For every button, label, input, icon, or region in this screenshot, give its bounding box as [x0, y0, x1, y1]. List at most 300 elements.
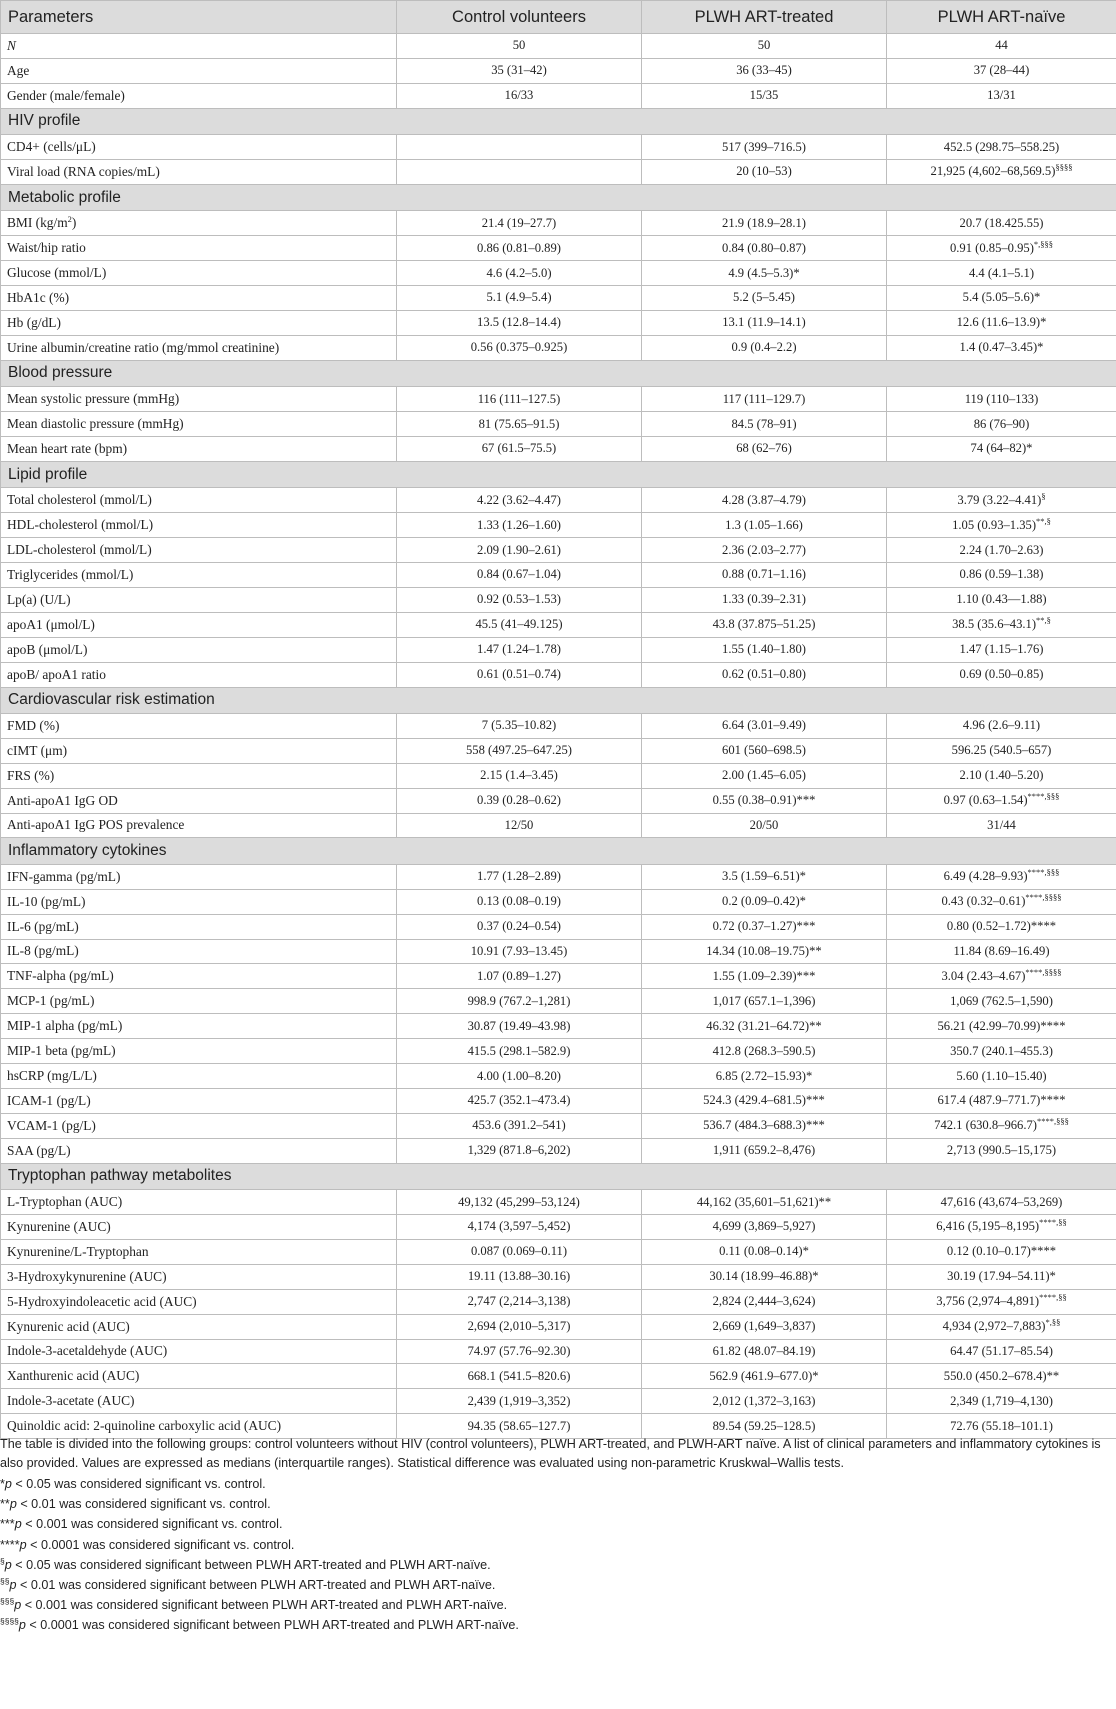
table-row [1, 964, 1116, 989]
footnote-mark: **** [0, 1537, 20, 1552]
table-row [1, 412, 1116, 437]
value-cell [887, 889, 1116, 914]
cell-value: 94.35 (58.65–127.7) [467, 1418, 571, 1433]
section-header-row [1, 838, 1116, 864]
row-label-text: LDL-cholesterol (mmol/L) [7, 542, 152, 558]
cell-value: 56.21 (42.99–70.99)**** [937, 1018, 1066, 1033]
footnote-item [0, 1575, 1110, 1595]
value-cell [642, 738, 887, 763]
value-cell [642, 788, 887, 813]
table-row [1, 1289, 1116, 1314]
cell-value: 44 [995, 38, 1008, 53]
cell-value: 562.9 (461.9–677.0)* [709, 1368, 819, 1383]
cell-value: 3.79 (3.22–4.41) [957, 492, 1042, 507]
table-row [1, 160, 1116, 185]
cell-value: 3.5 (1.59–6.51)* [722, 869, 806, 884]
cell-value: 67 (61.5–75.5) [481, 441, 557, 456]
table-footnotes [0, 1435, 1110, 1636]
cell-value: 350.7 (240.1–455.3) [950, 1043, 1053, 1058]
row-label [1, 135, 397, 160]
cell-value: 11.84 (8.69–16.49) [953, 943, 1050, 958]
row-label-text: apoB/ apoA1 ratio [7, 666, 106, 682]
row-label [1, 1239, 397, 1264]
value-cell [887, 135, 1116, 160]
section-header-row [1, 687, 1116, 713]
value-cell [887, 58, 1116, 83]
row-label-text: BMI (kg/m [7, 215, 68, 231]
row-label-text: L-Tryptophan (AUC) [7, 1194, 123, 1210]
cell-value: 61.82 (48.07–84.19) [712, 1343, 816, 1358]
cell-value: 0.61 (0.51–0.74) [477, 667, 561, 682]
value-cell [642, 612, 887, 637]
cell-value: 0.11 (0.08–0.14)* [719, 1244, 809, 1259]
table-row [1, 989, 1116, 1014]
header-parameters: Parameters [1, 1, 397, 34]
cell-value: 68 (62–76) [736, 441, 792, 456]
footnote-item [0, 1535, 1110, 1555]
footnote-mark: § [0, 1555, 5, 1566]
row-label-text: MIP-1 beta (pg/mL) [7, 1043, 116, 1059]
significance-mark: ****,§§§§ [1025, 966, 1062, 977]
row-label-text: 5-Hydroxyindoleacetic acid (AUC) [7, 1293, 197, 1309]
value-cell [887, 1064, 1116, 1089]
cell-value: 3,756 (2,974–4,891) [936, 1294, 1040, 1309]
cell-value: 6,416 (5,195–8,195) [936, 1219, 1040, 1234]
value-cell [642, 286, 887, 311]
row-label-text: IFN-gamma (pg/mL) [7, 868, 121, 884]
cell-value: 13.1 (11.9–14.1) [722, 315, 806, 330]
value-cell [887, 436, 1116, 461]
cell-value: 1.10 (0.43—1.88) [956, 592, 1047, 607]
cell-value: 21.4 (19–27.7) [481, 215, 557, 230]
value-cell [397, 83, 642, 108]
cell-value: 0.9 (0.4–2.2) [731, 340, 797, 355]
cell-value: 4,934 (2,972–7,883) [942, 1319, 1046, 1334]
row-label [1, 335, 397, 360]
value-cell [397, 1064, 642, 1089]
value-cell [642, 889, 887, 914]
value-cell [642, 261, 887, 286]
cell-value: 536.7 (484.3–688.3)*** [703, 1118, 825, 1133]
row-label-text: Kynurenic acid (AUC) [7, 1318, 130, 1334]
section-header-row [1, 360, 1116, 386]
row-label [1, 412, 397, 437]
value-cell [642, 1364, 887, 1389]
footnote-text: < 0.01 was considered significant vs. control. [16, 1497, 271, 1512]
value-cell [887, 1014, 1116, 1039]
table-row [1, 1064, 1116, 1089]
row-label-text: Indole-3-acetate (AUC) [7, 1393, 135, 1409]
section-title: Lipid profile [1, 461, 1116, 487]
row-label-text: Glucose (mmol/L) [7, 265, 107, 281]
table-row [1, 135, 1116, 160]
cell-value: 12/50 [504, 817, 534, 832]
row-label-text: Xanthurenic acid (AUC) [7, 1368, 140, 1384]
footnote-p: p [4, 1477, 12, 1491]
cell-value: 0.72 (0.37–1.27)*** [712, 919, 816, 934]
footnote-p: p [4, 1557, 12, 1572]
value-cell [642, 964, 887, 989]
cell-value: 31/44 [987, 817, 1016, 832]
cell-value: 72.76 (55.18–101.1) [950, 1418, 1053, 1433]
cell-value: 64.47 (51.17–85.54) [950, 1343, 1053, 1358]
footnote-item [0, 1555, 1110, 1575]
row-label-text: HbA1c (%) [7, 289, 70, 305]
value-cell [397, 889, 642, 914]
footnote-p: p [19, 1537, 27, 1552]
value-cell [887, 286, 1116, 311]
table-row [1, 939, 1116, 964]
value-cell [397, 1239, 642, 1264]
value-cell [397, 160, 642, 185]
value-cell [642, 1190, 887, 1215]
value-cell [887, 939, 1116, 964]
row-label-text: IL-10 (pg/mL) [7, 893, 86, 909]
table-row [1, 713, 1116, 738]
row-label-text: apoB (μmol/L) [7, 641, 88, 657]
value-cell [887, 1039, 1116, 1064]
row-label [1, 34, 397, 59]
cell-value: 1,069 (762.5–1,590) [950, 993, 1053, 1008]
row-label-text: TNF-alpha (pg/mL) [7, 968, 114, 984]
cell-value: 0.12 (0.10–0.17)**** [946, 1244, 1057, 1259]
cell-value: 19.11 (13.88–30.16) [467, 1269, 571, 1284]
row-label [1, 889, 397, 914]
cell-value: 415.5 (298.1–582.9) [467, 1043, 571, 1058]
value-cell [887, 335, 1116, 360]
row-label-text: Triglycerides (mmol/L) [7, 566, 134, 582]
value-cell [397, 513, 642, 538]
table-row [1, 436, 1116, 461]
row-label-text: Total cholesterol (mmol/L) [7, 492, 152, 508]
row-label-text: CD4+ (cells/μL) [7, 139, 96, 155]
cell-value: 550.0 (450.2–678.4)** [943, 1368, 1060, 1383]
cell-value: 0.56 (0.375–0.925) [470, 340, 568, 355]
row-label-text: ICAM-1 (pg/L) [7, 1092, 91, 1108]
table-row [1, 488, 1116, 513]
cell-value: 2.10 (1.40–5.20) [959, 768, 1044, 783]
cell-value: 5.1 (4.9–5.4) [486, 290, 552, 305]
value-cell [642, 436, 887, 461]
row-label [1, 1289, 397, 1314]
row-label-text: FRS (%) [7, 767, 55, 783]
row-label [1, 864, 397, 889]
cell-value: 20.7 (18.425.55) [959, 215, 1044, 230]
value-cell [887, 412, 1116, 437]
significance-mark: ****,§§§ [1027, 867, 1060, 878]
section-header-row [1, 108, 1116, 134]
cell-value: 0.69 (0.50–0.85) [959, 667, 1044, 682]
cell-value: 2.09 (1.90–2.61) [477, 542, 561, 557]
cell-value: 4.00 (1.00–8.20) [477, 1068, 561, 1083]
footnote-mark: §§§§ [0, 1616, 19, 1627]
cell-value: 0.84 (0.80–0.87) [722, 240, 806, 255]
cell-value: 74 (64–82)* [970, 441, 1033, 456]
cell-value: 1.47 (1.24–1.78) [477, 642, 561, 657]
value-cell [642, 387, 887, 412]
row-label [1, 211, 397, 236]
value-cell [642, 1088, 887, 1113]
row-label-text: SAA (pg/L) [7, 1142, 71, 1158]
row-label [1, 1314, 397, 1339]
cell-value: 35 (31–42) [491, 63, 547, 78]
value-cell [887, 160, 1116, 185]
cell-value: 89.54 (59.25–128.5) [712, 1418, 816, 1433]
cell-value: 601 (560–698.5) [722, 743, 806, 758]
cell-value: 596.25 (540.5–657) [951, 743, 1052, 758]
table-row [1, 261, 1116, 286]
label-tail: ) [71, 215, 77, 231]
cell-value: 1.33 (0.39–2.31) [722, 592, 806, 607]
header-art-naive: PLWH ART-naïve [887, 1, 1116, 34]
value-cell [887, 763, 1116, 788]
row-label [1, 637, 397, 662]
table-row [1, 889, 1116, 914]
table-row [1, 662, 1116, 687]
value-cell [887, 989, 1116, 1014]
cell-value: 524.3 (429.4–681.5)*** [703, 1093, 825, 1108]
table-row [1, 83, 1116, 108]
value-cell [397, 1289, 642, 1314]
value-cell [887, 713, 1116, 738]
value-cell [887, 1364, 1116, 1389]
value-cell [887, 864, 1116, 889]
cell-value: 45.5 (41–49.125) [475, 617, 563, 632]
table-body [1, 34, 1116, 1439]
footnote-text: < 0.01 was considered significant between PLWH ART-treated and PLWH ART-naïve. [16, 1578, 496, 1593]
value-cell [887, 387, 1116, 412]
table-row [1, 1039, 1116, 1064]
cell-value: 16/33 [504, 88, 534, 103]
table-row [1, 1314, 1116, 1339]
cell-value: 21.9 (18.9–28.1) [722, 215, 806, 230]
value-cell [887, 587, 1116, 612]
value-cell [397, 1389, 642, 1414]
value-cell [397, 989, 642, 1014]
cell-value: 30.14 (18.99–46.88)* [709, 1269, 819, 1284]
value-cell [397, 612, 642, 637]
cell-value: 49,132 (45,299–53,124) [458, 1194, 580, 1209]
row-label [1, 1088, 397, 1113]
section-title: Blood pressure [1, 360, 1116, 386]
significance-mark: *,§§ [1045, 1317, 1061, 1328]
header-art-treated: PLWH ART-treated [642, 1, 887, 34]
footnote-item [0, 1474, 1110, 1494]
row-label-text: FMD (%) [7, 717, 60, 733]
value-cell [887, 310, 1116, 335]
row-label-text: Anti-apoA1 IgG POS prevalence [7, 817, 185, 833]
table-row [1, 813, 1116, 838]
row-label [1, 488, 397, 513]
cell-value: 0.86 (0.59–1.38) [959, 567, 1044, 582]
cell-value: 0.2 (0.09–0.42)* [722, 894, 806, 909]
cell-value: 4.9 (4.5–5.3)* [728, 265, 800, 280]
value-cell [887, 612, 1116, 637]
cell-value: 38.5 (35.6–43.1) [952, 617, 1037, 632]
table-row [1, 1014, 1116, 1039]
cell-value: 6.64 (3.01–9.49) [722, 718, 806, 733]
cell-value: 0.88 (0.71–1.16) [722, 567, 806, 582]
label-superscript: 2 [67, 214, 72, 225]
row-label-text: IL-8 (pg/mL) [7, 943, 79, 959]
cell-value: 4,699 (3,869–5,927) [712, 1219, 816, 1234]
row-label-text: IL-6 (pg/mL) [7, 918, 79, 934]
value-cell [397, 1339, 642, 1364]
significance-mark: § [1041, 490, 1046, 501]
footnote-text: < 0.001 was considered significant vs. control. [21, 1517, 283, 1532]
cell-value: 20 (10–53) [736, 164, 792, 179]
footnote-item [0, 1595, 1110, 1615]
cell-value: 1.07 (0.89–1.27) [477, 968, 561, 983]
table-row [1, 335, 1116, 360]
value-cell [397, 538, 642, 563]
cell-value: 2,694 (2,010–5,317) [467, 1319, 571, 1334]
row-label [1, 1064, 397, 1089]
value-cell [887, 1289, 1116, 1314]
value-cell [642, 562, 887, 587]
value-cell [642, 1113, 887, 1138]
section-header-row [1, 461, 1116, 487]
value-cell [642, 1264, 887, 1289]
cell-value: 4.6 (4.2–5.0) [486, 265, 552, 280]
value-cell [887, 1113, 1116, 1138]
footnote-p: p [14, 1517, 22, 1532]
value-cell [887, 1214, 1116, 1239]
cell-value: 1.05 (0.93–1.35) [952, 517, 1037, 532]
value-cell [642, 488, 887, 513]
significance-mark: ****,§§ [1039, 1217, 1067, 1228]
value-cell [397, 738, 642, 763]
row-label-text: Indole-3-acetaldehyde (AUC) [7, 1343, 168, 1359]
table-row [1, 587, 1116, 612]
cell-value: 6.49 (4.28–9.93) [943, 869, 1028, 884]
row-label [1, 713, 397, 738]
table-row [1, 637, 1116, 662]
cell-value: 7 (5.35–10.82) [481, 718, 557, 733]
cell-value: 74.97 (57.76–92.30) [467, 1343, 571, 1358]
cell-value: 0.39 (0.28–0.62) [477, 793, 561, 808]
value-cell [397, 135, 642, 160]
value-cell [642, 763, 887, 788]
section-header-row [1, 184, 1116, 210]
cell-value: 2,824 (2,444–3,624) [712, 1294, 816, 1309]
row-label [1, 914, 397, 939]
value-cell [642, 587, 887, 612]
cell-value: 668.1 (541.5–820.6) [467, 1368, 571, 1383]
value-cell [887, 964, 1116, 989]
cell-value: 1.33 (1.26–1.60) [477, 517, 561, 532]
row-label [1, 1339, 397, 1364]
row-label [1, 1264, 397, 1289]
row-label-text: N [7, 37, 16, 53]
row-label-text: Waist/hip ratio [7, 240, 86, 256]
section-header-row [1, 1163, 1116, 1189]
value-cell [642, 160, 887, 185]
row-label-text: Quinoldic acid: 2-quinoline carboxylic acid (AUC) [7, 1418, 282, 1434]
cell-value: 14.34 (10.08–19.75)** [706, 943, 822, 958]
table-row [1, 864, 1116, 889]
row-label [1, 310, 397, 335]
row-label [1, 1113, 397, 1138]
row-label [1, 989, 397, 1014]
cell-value: 2,669 (1,649–3,837) [712, 1319, 816, 1334]
cell-value: 0.087 (0.069–0.11) [470, 1244, 568, 1259]
value-cell [397, 939, 642, 964]
cell-value: 21,925 (4,602–68,569.5) [930, 164, 1056, 179]
value-cell [887, 1190, 1116, 1215]
footnote-p: p [18, 1618, 26, 1633]
value-cell [642, 864, 887, 889]
row-label-text: Gender (male/female) [7, 87, 125, 103]
significance-mark: ****,§§ [1039, 1292, 1067, 1303]
cell-value: 5.2 (5–5.45) [733, 290, 795, 305]
row-label [1, 1138, 397, 1163]
row-label [1, 612, 397, 637]
value-cell [887, 662, 1116, 687]
value-cell [642, 914, 887, 939]
significance-mark: **,§ [1036, 515, 1051, 526]
cell-value: 0.62 (0.51–0.80) [722, 667, 806, 682]
table-row [1, 58, 1116, 83]
value-cell [397, 58, 642, 83]
table-row [1, 538, 1116, 563]
row-label [1, 788, 397, 813]
row-label-text: Age [7, 62, 30, 78]
value-cell [397, 310, 642, 335]
row-label [1, 1364, 397, 1389]
value-cell [887, 211, 1116, 236]
cell-value: 0.91 (0.85–0.95) [949, 240, 1034, 255]
cell-value: 1.55 (1.09–2.39)*** [712, 968, 816, 983]
cell-value: 517 (399–716.5) [722, 139, 806, 154]
value-cell [397, 1113, 642, 1138]
value-cell [887, 538, 1116, 563]
cell-value: 81 (75.65–91.5) [478, 416, 560, 431]
cell-value: 0.55 (0.38–0.91)*** [712, 793, 816, 808]
value-cell [887, 34, 1116, 59]
value-cell [642, 538, 887, 563]
value-cell [397, 335, 642, 360]
cell-value: 998.9 (767.2–1,281) [467, 993, 571, 1008]
table-row [1, 387, 1116, 412]
table-row [1, 513, 1116, 538]
row-label [1, 1014, 397, 1039]
significance-mark: §§§§ [1055, 162, 1073, 173]
value-cell [642, 135, 887, 160]
row-label [1, 286, 397, 311]
table-row [1, 211, 1116, 236]
value-cell [642, 1339, 887, 1364]
cell-value: 1.77 (1.28–2.89) [477, 869, 561, 884]
cell-value: 86 (76–90) [973, 416, 1030, 431]
cell-value: 453.6 (391.2–541) [472, 1118, 566, 1133]
value-cell [887, 488, 1116, 513]
value-cell [642, 1014, 887, 1039]
value-cell [642, 236, 887, 261]
value-cell [642, 1389, 887, 1414]
cell-value: 84.5 (78–91) [731, 416, 797, 431]
cell-value: 0.43 (0.32–0.61) [941, 894, 1026, 909]
value-cell [397, 813, 642, 838]
row-label [1, 662, 397, 687]
table-row [1, 788, 1116, 813]
row-label-text: Kynurenine/L-Tryptophan [7, 1243, 149, 1259]
footnote-mark: ** [0, 1497, 10, 1512]
section-title: Metabolic profile [1, 184, 1116, 210]
row-label [1, 763, 397, 788]
row-label-text: apoA1 (μmol/L) [7, 616, 95, 632]
cell-value: 2.15 (1.4–3.45) [480, 768, 558, 783]
